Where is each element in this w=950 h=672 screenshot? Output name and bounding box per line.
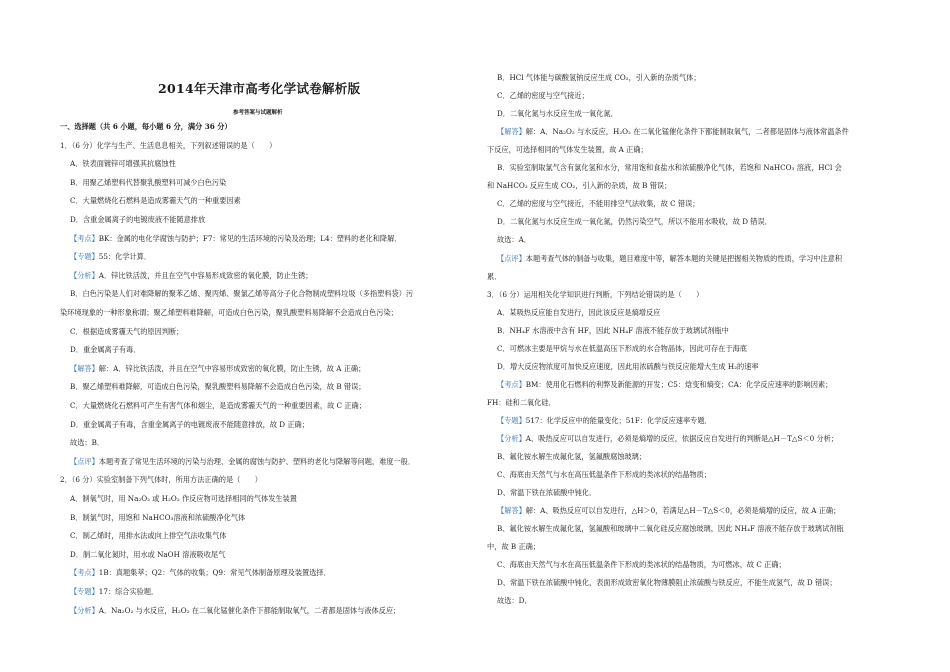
line-text: D．二氧化氮与水反应生成一氧化氮，仍然污染空气，所以不能用水吸收，故 D 错误． — [497, 217, 772, 227]
line-text: D．增大反应物浓度可加快反应速度，因此用浓硫酸与铁反应能增大生成 H₂的速率 — [497, 361, 759, 371]
line-text: D、常温下铁在浓硫酸中钝化，表面形成致密氧化物薄膜阻止浓硫酸与铁反应，不能生成氢气，故 D 错误； — [497, 578, 837, 588]
line-text: D．制二氧化氮时，用水或 NaOH 溶液吸收尾气 — [70, 549, 226, 559]
section-tag: 【分析】 — [70, 605, 99, 615]
text-line — [70, 420, 309, 429]
section-tag: 【解答】 — [497, 127, 526, 137]
text-line — [497, 470, 711, 479]
line-text: A．铁表面镀锌可增强其抗腐蚀性 — [70, 159, 176, 169]
analysis-line — [70, 271, 312, 280]
page-subtitle: 参考答案与试题解析 — [233, 110, 283, 116]
text-line — [70, 513, 245, 522]
text-line — [487, 272, 501, 281]
analysis-line — [70, 606, 400, 615]
line-text: D．二氧化氮与水反应生成一氧化氮． — [497, 109, 618, 119]
line-text: 1．（6 分）化学与生产、生活息息相关，下列叙述错误的是（ ） — [60, 140, 277, 150]
analysis-line — [70, 568, 331, 577]
text-line — [487, 181, 671, 190]
analysis-line — [70, 234, 401, 243]
line-text: BM：使用化石燃料的利弊及新能源的开发；C5：焓变和熵变；CA：化学反应速率的影响因素； — [525, 379, 833, 389]
text-line — [497, 452, 646, 461]
line-text: B、氟化铵水解生成氟化氢，氢氟酸腐蚀玻璃； — [497, 452, 647, 462]
text-line — [497, 73, 701, 82]
text-line — [70, 178, 226, 187]
section-tag: 【考点】 — [497, 379, 526, 389]
section-tag: 【分析】 — [70, 270, 99, 280]
text-line — [497, 596, 532, 605]
line-text: 2．（6 分）实验室制备下列气体时，所用方法正确的是（ ） — [60, 475, 262, 485]
text-line — [70, 494, 297, 503]
line-text: C．乙烯的密度与空气接近； — [497, 91, 589, 101]
text-line — [487, 542, 540, 551]
text-line — [497, 91, 589, 100]
analysis-line — [497, 506, 840, 515]
analysis-line — [70, 587, 158, 596]
section-tag: 【分析】 — [497, 434, 526, 443]
line-text: BK：金属的电化学腐蚀与防护；F7：常见的生活环境的污染及治理；L4：塑料的老化和降解． — [98, 233, 402, 243]
line-text: A、吸热反应可以自发进行，必须是熵增的反应，依据反应自发进行的判断是△H－T△S＜0 分析； — [525, 434, 838, 443]
line-text: FH：硅和二氧化硅． — [487, 397, 556, 407]
section-tag: 【点评】 — [497, 253, 526, 263]
line-text: B．实验室制取氯气含有氯化氢和水分，常用饱和食盐水和浓硫酸净化气体，若饱和 NaHCO₃ 溶液，HCl 会 — [497, 163, 842, 173]
line-text: B、氟化铵水解生成氟化氢，氢氟酸和玻璃中二氧化硅反应腐蚀玻璃，因此 NH₄F 溶液不能存放于玻璃试剂瓶 — [497, 524, 844, 534]
line-text: B．HCl 气体能与碳酸氢钠反应生成 CO₂，引入新的杂质气体； — [497, 73, 701, 82]
line-text: 55：化学计算． — [98, 252, 152, 262]
line-text: C．乙烯的密度与空气接近，不能用排空气法收集，故 C 错误； — [497, 199, 700, 209]
question-stem — [60, 141, 276, 150]
text-line — [60, 308, 398, 317]
line-text: 解：A、吸热反应可以自发进行，△H＞0，若满足△H－T△S＜0，必须是熵增的反应，故 A 正确； — [525, 506, 841, 516]
analysis-line — [497, 254, 842, 263]
line-text: 故选：A． — [497, 235, 531, 245]
text-line — [70, 550, 225, 559]
analysis-line — [70, 457, 415, 466]
line-text: D．含重金属离子的电镀废液不能随意排放 — [70, 215, 206, 224]
line-text: D．重金属离子有毒． — [70, 345, 141, 355]
section-tag: 【点评】 — [70, 456, 99, 466]
question-stem — [60, 475, 262, 484]
section-tag: 【考点】 — [70, 568, 99, 578]
text-line — [497, 163, 842, 172]
section-tag: 【考点】 — [70, 233, 99, 243]
line-text: B．制氯气时，用饱和 NaHCO₃溶液和浓硫酸净化气体 — [70, 512, 246, 522]
text-line — [497, 560, 786, 569]
line-text: C．制乙烯时，用排水法或向上排空气法收集气体 — [70, 531, 227, 541]
line-text: D、常温下铁在浓硫酸中钝化． — [497, 488, 597, 498]
line-text: 本题考查了常见生活环境的污染与治理、金属的腐蚀与防护、塑料的老化与降解等问题，难度一般． — [98, 456, 416, 466]
text-line — [70, 196, 241, 205]
section-tag: 【解答】 — [70, 363, 99, 373]
text-line — [497, 578, 837, 587]
question-stem — [487, 290, 703, 299]
section-tag: 【解答】 — [497, 506, 526, 516]
line-text: 解：A．锌比铁活泼，并且在空气中容易形成致密的氧化膜，防止生锈，故 A 正确； — [98, 363, 366, 373]
line-text: 17：综合实验题． — [98, 587, 159, 596]
analysis-line — [70, 364, 365, 373]
text-line — [497, 524, 844, 533]
line-text: C．可燃冰主要是甲烷与水在低温高压下形成的水合物晶体，因此可存在于海底 — [497, 343, 747, 353]
text-line — [497, 308, 660, 317]
text-line — [497, 326, 729, 335]
line-text: 和 NaHCO₃ 反应生成 CO₂，引入新的杂质，故 B 错误； — [487, 181, 672, 191]
line-text: C、海底由天然气与水在高压低温条件下形成的类冰状的结晶物质； — [497, 470, 711, 480]
line-text: 下反应，可选择相同的气体发生装置，故 A 正确； — [487, 145, 648, 155]
section-tag: 【专题】 — [70, 587, 99, 596]
text-line — [70, 345, 140, 354]
section-tag: 【专题】 — [497, 415, 526, 425]
text-line — [70, 159, 176, 168]
line-text: 一、选择题（共 6 小题，每小题 6 分，满分 36 分） — [60, 122, 232, 131]
text-line — [487, 145, 648, 154]
text-line — [70, 531, 226, 540]
text-line — [497, 362, 759, 371]
text-line — [497, 199, 699, 208]
text-line — [70, 289, 413, 298]
text-line — [70, 215, 205, 224]
line-text: 517：化学反应中的能量变化；51F：化学反应速率专题． — [525, 415, 712, 425]
line-text: C．大量燃烧化石燃料是造成雾霾天气的一种重要因素 — [70, 196, 241, 206]
text-line — [497, 217, 772, 226]
line-text: A．制氧气时，用 Na₂O₂ 或 H₂O₂ 作反应物可选择相同的气体发生装置 — [70, 494, 297, 503]
line-text: B．用聚乙烯塑料代替聚乳酸塑料可减少白色污染 — [70, 177, 227, 187]
line-text: B．白色污染是人们对难降解的聚苯乙烯、聚丙烯、聚氯乙烯等高分子化合物制成塑料垃圾（多指塑料袋）污 — [70, 289, 414, 299]
analysis-line — [497, 127, 849, 136]
line-text: 中，故 B 正确； — [487, 542, 540, 552]
line-text: 故选：D． — [497, 596, 532, 606]
page-title: 2014年天津市高考化学试卷解析版 — [158, 81, 361, 96]
text-line — [497, 344, 747, 353]
line-text: 本题考查气体的制备与收集，题目难度中等，解答本题的关键是把握相关物质的性质，学习中注意积 — [525, 253, 843, 263]
line-text: C．根据造成雾霾天气的原因判断； — [70, 326, 184, 336]
line-text: 解：A．Na₂O₂ 与水反应，H₂O₂ 在二氧化锰催化条件下都能制取氧气，二者都是固体与液体常温条件 — [525, 127, 849, 137]
text-line — [497, 109, 618, 118]
line-text: A．锌比铁活泼，并且在空气中容易形成致密的氧化膜，防止生锈； — [98, 270, 313, 280]
text-line — [497, 235, 531, 244]
line-text: 故选：B． — [70, 438, 105, 448]
line-text: D．重金属离子有毒，含重金属离子的电镀废液不能随意排放，故 D 正确； — [70, 419, 309, 429]
line-text: 染环境现象的一种形象称谓；聚乙烯塑料难降解，可造成白色污染，聚乳酸塑料易降解不会造成白色污染； — [60, 308, 398, 317]
section-tag: 【专题】 — [70, 252, 99, 262]
analysis-line — [70, 252, 151, 261]
line-text: C、海底由天然气与水在高压低温条件下形成的类冰状的结晶物质，为可燃冰，故 C 正确； — [497, 560, 786, 570]
line-text: A．某吸热反应能自发进行，因此该反应是熵增反应 — [497, 307, 661, 317]
line-text: C．大量燃烧化石燃料可产生有害气体和烟尘，是造成雾霾天气的一种重要因素，故 C 正确； — [70, 401, 366, 410]
line-text: 3．（6 分）运用相关化学知识进行判断，下列结论错误的是（ ） — [487, 289, 704, 299]
analysis-line — [497, 434, 838, 443]
analysis-line — [497, 380, 832, 389]
line-text: 累． — [487, 271, 502, 281]
section-heading — [60, 122, 232, 131]
text-line — [70, 382, 365, 391]
line-text: A．Na₂O₂ 与水反应，H₂O₂ 在二氧化锰催化条件下都能制取氧气，二者都是固体与液体反应； — [98, 605, 401, 615]
analysis-line — [497, 416, 712, 425]
text-line — [70, 438, 104, 447]
text-line — [70, 401, 366, 410]
line-text: B．聚乙烯塑料难降解，可造成白色污染，聚乳酸塑料易降解不会造成白色污染，故 B 错误； — [70, 382, 366, 392]
text-line — [70, 327, 183, 336]
text-line — [497, 488, 596, 497]
line-text: B．NH₄F 水溶液中含有 HF，因此 NH₄F 溶液不能存放于玻璃试剂瓶中 — [497, 325, 729, 335]
text-line — [487, 398, 556, 407]
line-text: 1B：真题集萃；Q2：气体的收集；Q9：常见气体制备原理及装置选择． — [98, 568, 331, 578]
